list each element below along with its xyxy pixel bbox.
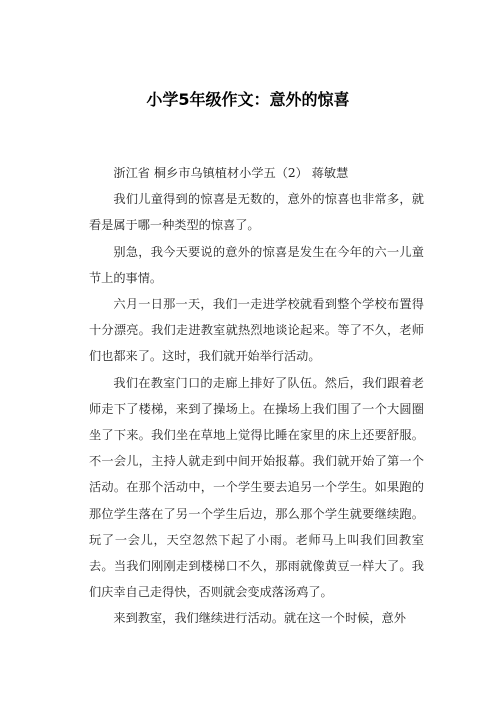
author-line: 浙江省 桐乡市乌镇植材小学五（2） 蒋敏慧	[113, 166, 349, 180]
paragraph-3: 六月一日那一天，我们一走进学校就看到整个学校布置得十分漂亮。我们走进教室就热烈地谈论起来。等了不久，老师们也都来了。这时，我们就开始举行活动。	[89, 297, 424, 364]
document-body	[89, 160, 424, 632]
paragraph-2: 别急，我今天要说的意外的惊喜是发生在今年的六一儿童节上的事情。	[89, 244, 424, 285]
paragraph-1: 我们儿童得到的惊喜是无数的，意外的惊喜也非常多，就看是属于哪一种类型的惊喜了。	[89, 192, 424, 233]
paragraph-5: 来到教室，我们继续进行活动。就在这一个时候，意外	[113, 611, 406, 626]
document-title: 小学5年级作文：意外的惊喜	[146, 90, 350, 109]
paragraph-4: 我们在教室门口的走廊上排好了队伍。然后，我们跟着老师走下了楼梯，来到了操场上。在操场上我们围了一个大圆圈坐了下来。我们坐在草地上觉得比睡在家里的床上还要舒服。不一会儿，主持人就走到中间开始报幕。我们就开始了第一个活动。在那个活动中，一个学生要去追另一个学生。如果跑的那位学生落在了另一个学生后边，那么那个学生就要继续跑。玩了一会儿，天空忽然下起了小雨。老师马上叫我们回教室去。当我们刚刚走到楼梯口不久，那雨就像黄豆一样大了。我们庆幸自己走得快，否则就会变成落汤鸡了。	[89, 375, 424, 600]
